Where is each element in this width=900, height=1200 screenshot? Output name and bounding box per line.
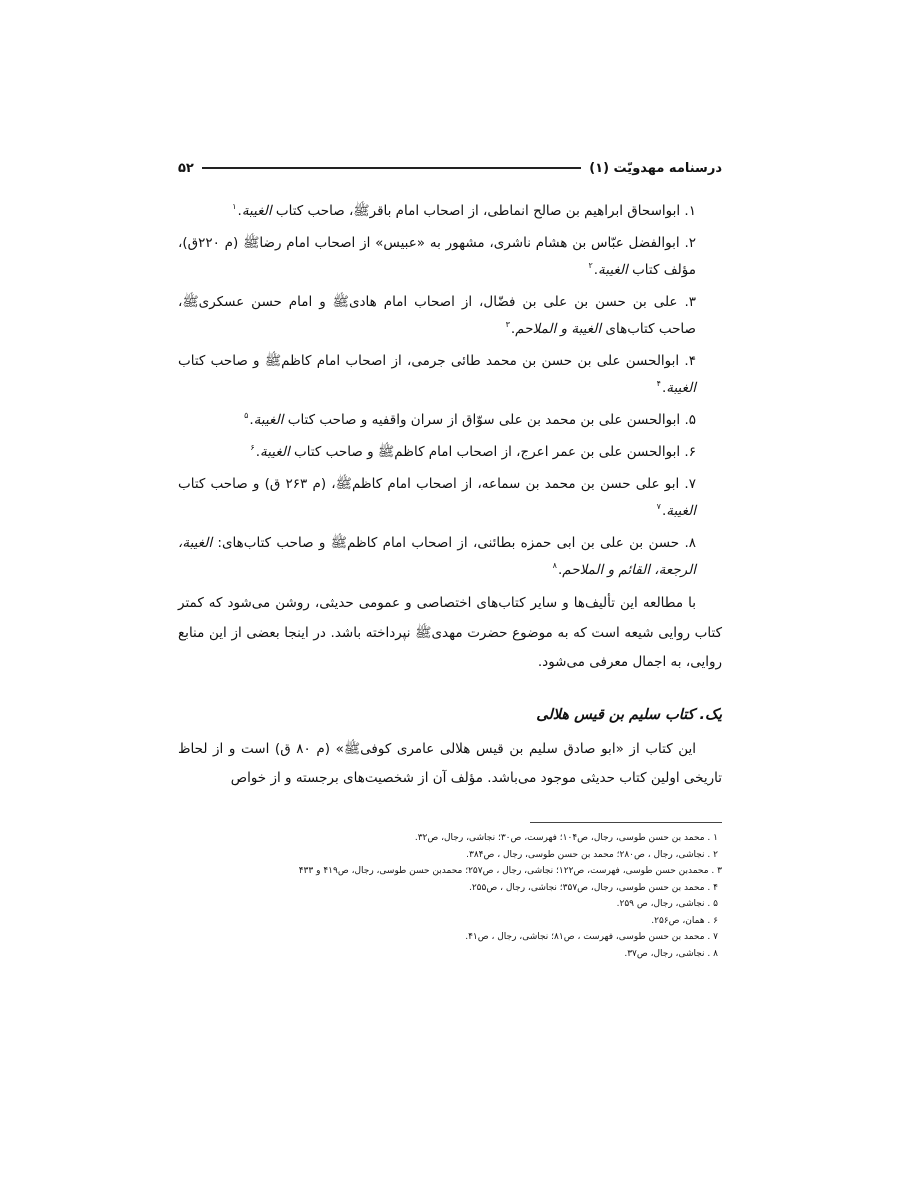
body-paragraph: با مطالعه این تألیف‌ها و سایر کتاب‌های اختصاصی و عمومی حدیثی، روشن می‌شود که کمتر کتاب روایی شیعه است که به موضوع حضرت مهدیﷺ نپرداخته باشد. در اینجا بعضی از این منابع روایی، به اجمال معرفی می‌شود. xyxy=(178,595,722,670)
book-title: الغیبة xyxy=(666,380,696,396)
footnote-ref: ۲ xyxy=(588,261,593,270)
list-item: ۱. ابواسحاق ابراهیم بن صالح انماطی، از اصحاب امام باقرﷺ، صاحب کتاب الغیبة.$^۱$ xyxy=(232,202,696,219)
book-title: الغیبة xyxy=(259,444,290,460)
book-title: الغیبة xyxy=(253,412,284,428)
footnote: ۲ . نجاشی، رجال ، ص۲۸۰؛ محمد بن حسن طوسی، رجال ، ص۳۸۴. xyxy=(466,849,718,860)
book-title: الغیبة، الرجعة، القائم و الملاحم xyxy=(178,535,696,578)
footnote-ref: ۴ xyxy=(656,379,661,388)
body-paragraph: این کتاب از «ابو صادق سلیم بن قیس هلالی عامری کوفیﷺ» (م ۸۰ ق) است و از لحاظ تاریخی اولین کتاب حدیثی موجود می‌باشد. مؤلف آن از شخصیت‌های برجسته و از خواص xyxy=(178,740,722,786)
list-item: ۷. ابو علی حسن بن محمد بن سماعه، از اصحاب امام کاظمﷺ، (م ۲۶۳ ق) و صاحب کتاب الغیبة.$^۷$ xyxy=(178,476,696,519)
book-title: الغیبة xyxy=(241,203,272,219)
book-title: الغیبة xyxy=(598,262,628,278)
footnote-separator xyxy=(530,822,722,823)
list-item: ۶. ابوالحسن علی بن عمر اعرج، از اصحاب امام کاظمﷺ و صاحب کتاب الغیبة.$^۶$ xyxy=(250,443,696,460)
page-number: ۵۲ xyxy=(178,160,194,176)
footnote-ref: ۱ xyxy=(232,202,237,211)
list-item: ۲. ابوالفضل عبّاس بن هشام ناشری، مشهور به «عبیس» از اصحاب امام رضاﷺ (م ۲۲۰ق)، مؤلف کتاب الغیبة.$^۲$ xyxy=(178,235,696,278)
footnotes xyxy=(178,830,722,962)
series-title: درسنامه مهدویّت (۱) xyxy=(589,160,722,176)
footnote: ۳ . محمدبن حسن طوسی، فهرست، ص۱۲۲؛ نجاشی، رجال ، ص۲۵۷؛ محمدبن حسن طوسی، رجال، ص۴۱۹ و ۴۳۳ xyxy=(298,866,722,876)
book-title: الغیبة xyxy=(666,503,696,519)
footnote: ۱ . محمد بن حسن طوسی، رجال، ص۱۰۴؛ فهرست، ص۳۰؛ نجاشی، رجال، ص۳۲. xyxy=(414,833,718,843)
page-header xyxy=(178,156,722,180)
list-item: ۵. ابوالحسن علی بن محمد بن علی سوّاق از سران واقفیه و صاحب کتاب الغیبة.$^۵$ xyxy=(244,411,696,428)
section-heading: یک. کتاب سلیم بن قیس هلالی xyxy=(536,706,722,723)
footnote: ۶ . همان، ص۲۵۶. xyxy=(651,915,718,926)
footnote-ref: ۷ xyxy=(656,502,661,511)
footnote: ۸ . نجاشی، رجال، ص۳۷. xyxy=(624,948,718,959)
footnote: ۷ . محمد بن حسن طوسی، فهرست ، ص۸۱؛ نجاشی، رجال ، ص۴۱. xyxy=(465,932,718,942)
footnote-ref: ۵ xyxy=(244,411,249,420)
footnote-ref: ۳ xyxy=(505,320,510,329)
header-rule xyxy=(202,167,581,169)
list-item: ۴. ابوالحسن علی بن حسن بن محمد طائی جرمی، از اصحاب امام کاظمﷺ و صاحب کتاب الغیبة.$^۴$ xyxy=(178,353,696,396)
footnote: ۴ . محمد بن حسن طوسی، رجال، ص۳۵۷؛ نجاشی، رجال ، ص۲۵۵. xyxy=(468,882,718,893)
list-item: ۳. علی بن حسن بن علی بن فضّال، از اصحاب امام هادیﷺ و امام حسن عسکریﷺ، صاحب کتاب‌های الغیبة و الملاحم.$^۳$ xyxy=(178,294,696,337)
footnote-ref: ۶ xyxy=(250,443,255,452)
footnote-ref: ۸ xyxy=(552,561,557,570)
list-item: ۸. حسن بن علی بن ابی حمزه بطائنی، از اصحاب امام کاظمﷺ و صاحب کتاب‌های: الغیبة، الرجعة، القائم و الملاحم.$^۸$ xyxy=(178,535,696,578)
footnote: ۵ . نجاشی، رجال، ص ۲۵۹. xyxy=(616,899,718,909)
book-title: الغیبة و الملاحم xyxy=(515,321,602,337)
page-body xyxy=(178,198,722,794)
